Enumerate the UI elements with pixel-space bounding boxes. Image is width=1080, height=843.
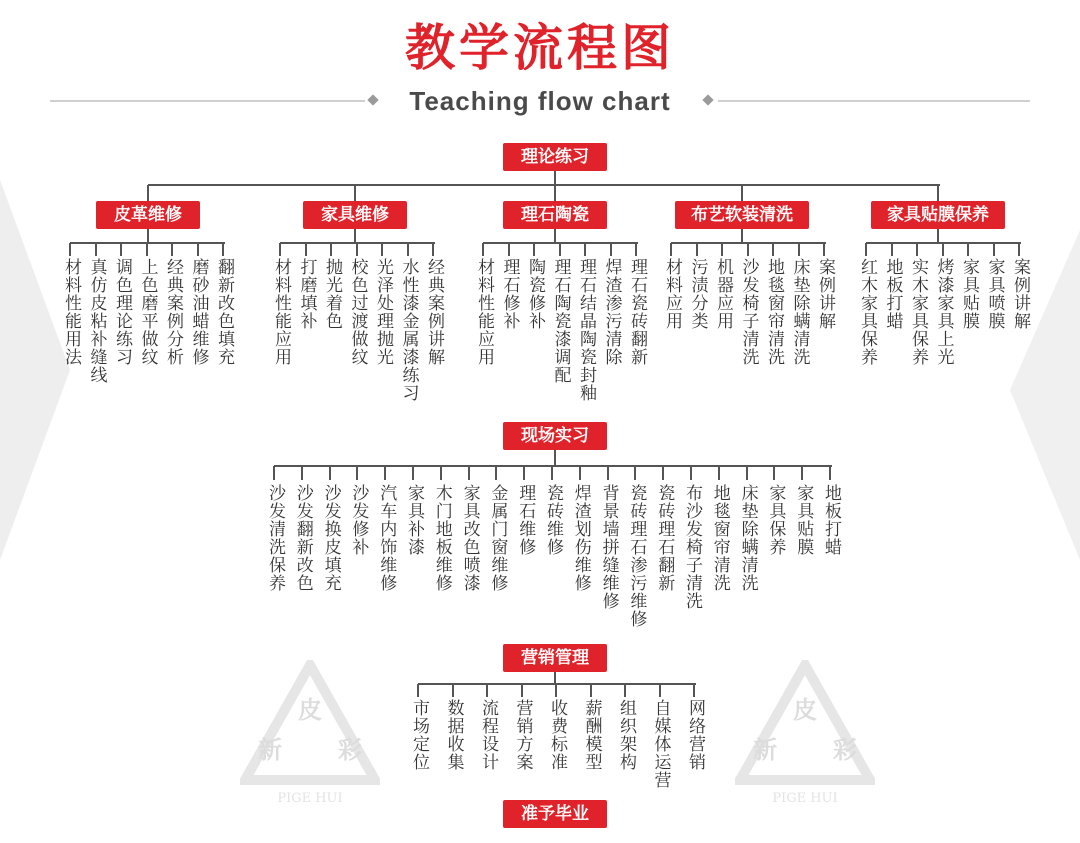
connector-line — [482, 243, 484, 256]
watermark-logo-left — [240, 660, 380, 806]
item-text: 光泽处理抛光 — [373, 258, 393, 366]
category-label: 家具维修 — [303, 201, 407, 229]
connector-line — [916, 243, 918, 256]
connector-line — [305, 243, 307, 256]
connector-line — [273, 466, 275, 480]
graduation-label: 准予毕业 — [503, 800, 607, 828]
connector-line — [147, 185, 149, 201]
practice-item-text: 瓷砖理石渗污维修 — [626, 484, 647, 628]
svg-text:皮: 皮 — [298, 696, 322, 724]
connector-line — [554, 229, 556, 243]
connector-line — [533, 243, 535, 256]
connector-line — [146, 243, 148, 256]
item-text: 案例讲解 — [815, 258, 835, 330]
connector-line — [384, 466, 386, 480]
item-bus-line — [671, 242, 826, 244]
connector-line — [521, 684, 523, 697]
connector-line — [610, 243, 612, 256]
item-text: 材料性能应用 — [271, 258, 291, 366]
connector-line — [635, 243, 637, 256]
connector-line — [579, 466, 581, 480]
item-text: 红木家具保养 — [857, 258, 877, 366]
item-bus-line — [483, 242, 638, 244]
item-text: 抛光着色 — [322, 258, 342, 330]
practice-item-text: 木门地板维修 — [431, 484, 452, 592]
practice-item-text: 沙发清洗保养 — [265, 484, 285, 592]
connector-line — [171, 243, 173, 256]
connector-line — [670, 243, 672, 256]
connector-line — [554, 185, 556, 201]
connector-line — [495, 466, 497, 480]
connector-line — [279, 243, 281, 256]
practice-item-text: 地毯窗帘清洗 — [709, 484, 730, 592]
connector-line — [356, 466, 358, 480]
marketing-item-text: 薪酬模型 — [581, 699, 602, 771]
subtitle-rule-right — [718, 100, 1030, 102]
connector-line — [798, 243, 800, 256]
connector-line — [95, 243, 97, 256]
page-subtitle: Teaching flow chart — [409, 86, 671, 116]
connector-line — [741, 185, 743, 201]
practice-item-text: 布沙发椅子清洗 — [682, 484, 702, 610]
svg-text:PIGE HUI: PIGE HUI — [772, 791, 838, 806]
item-text: 床垫除螨清洗 — [789, 258, 810, 366]
connector-line — [718, 466, 720, 480]
connector-line — [741, 229, 743, 243]
item-text: 真仿皮粘补缝线 — [86, 258, 107, 384]
connector-line — [555, 684, 557, 697]
item-text: 实木家具保养 — [908, 258, 928, 366]
connector-line — [696, 243, 698, 256]
marketing-label: 营销管理 — [503, 644, 607, 672]
practice-item-text: 沙发翻新改色 — [292, 484, 313, 592]
category-label: 理石陶瓷 — [503, 201, 607, 229]
connector-line — [634, 466, 636, 480]
marketing-item-text: 营销方案 — [512, 699, 533, 771]
connector-line — [69, 243, 71, 256]
connector-line — [772, 243, 774, 256]
connector-line — [301, 466, 303, 480]
svg-text:新: 新 — [258, 736, 282, 764]
item-text: 水性漆金属漆练习 — [398, 258, 419, 402]
connector-line — [508, 243, 510, 256]
item-text: 理石陶瓷漆调配 — [550, 258, 571, 384]
connector-line — [412, 466, 414, 480]
connector-line — [468, 466, 470, 480]
page-title: 教学流程图 — [405, 19, 675, 77]
item-text: 材料性能用法 — [61, 258, 81, 366]
connector-line — [417, 684, 419, 697]
connector-line — [551, 466, 553, 480]
connector-line — [746, 466, 748, 480]
item-text: 理石瓷砖翻新 — [627, 258, 647, 366]
item-text: 调色理论练习 — [112, 258, 132, 366]
connector-line — [693, 684, 695, 697]
connector-line — [120, 243, 122, 256]
practice-item-text: 瓷砖理石翻新 — [654, 484, 675, 592]
item-text: 理石修补 — [499, 258, 520, 330]
item-text: 焊渣渗污清除 — [601, 258, 622, 366]
item-text: 打磨填补 — [296, 258, 317, 330]
item-text: 理石结晶陶瓷封釉 — [576, 258, 596, 402]
practice-item-text: 沙发换皮填充 — [320, 484, 341, 592]
connector-line — [967, 243, 969, 256]
svg-text:皮: 皮 — [793, 696, 817, 724]
connector-line — [222, 243, 224, 256]
item-text: 翻新改色填充 — [214, 258, 234, 366]
item-text: 机器应用 — [713, 258, 733, 330]
practice-item-text: 家具补漆 — [404, 484, 424, 556]
item-text: 案例讲解 — [1010, 258, 1030, 330]
connector-line — [721, 243, 723, 256]
item-text: 材料应用 — [662, 258, 682, 330]
connector-line — [659, 684, 661, 697]
connector-line — [381, 243, 383, 256]
connector-line — [147, 229, 149, 243]
connector-line — [607, 466, 609, 480]
svg-text:新: 新 — [753, 736, 777, 764]
connector-line — [523, 466, 525, 480]
connector-line — [590, 684, 592, 697]
practice-label: 现场实习 — [503, 422, 607, 450]
connector-line — [584, 243, 586, 256]
item-text: 污渍分类 — [687, 258, 708, 330]
connector-line — [354, 229, 356, 243]
marketing-item-text: 网络营销 — [685, 699, 705, 771]
marketing-item-text: 流程设计 — [478, 699, 498, 771]
watermark-logo-right — [735, 660, 875, 806]
connector-line — [1018, 243, 1020, 256]
connector-line — [329, 466, 331, 480]
marketing-item-text: 自媒体运营 — [650, 699, 671, 789]
connector-line — [690, 466, 692, 480]
marketing-bus-line — [418, 683, 696, 685]
theory-label: 理论练习 — [503, 143, 607, 171]
connector-line — [823, 243, 825, 256]
connector-line — [662, 466, 664, 480]
practice-item-text: 家具改色喷漆 — [459, 484, 480, 592]
connector-line — [624, 684, 626, 697]
item-text: 陶瓷修补 — [525, 258, 545, 330]
svg-text:彩: 彩 — [833, 736, 857, 764]
connector-line — [432, 243, 434, 256]
marketing-item-text: 收费标准 — [547, 699, 567, 771]
item-text: 沙发椅子清洗 — [738, 258, 759, 366]
item-text: 地毯窗帘清洗 — [764, 258, 784, 366]
category-label: 家具贴膜保养 — [871, 201, 1005, 229]
practice-item-text: 汽车内饰维修 — [376, 484, 397, 592]
connector-line — [747, 243, 749, 256]
practice-item-text: 瓷砖维修 — [543, 484, 563, 556]
item-text: 磨砂油蜡维修 — [188, 258, 209, 366]
connector-line — [773, 466, 775, 480]
connector-line — [937, 185, 939, 201]
practice-item-text: 家具贴膜 — [793, 484, 814, 556]
connector-line — [356, 243, 358, 256]
connector-line — [942, 243, 944, 256]
connector-line — [197, 243, 199, 256]
connector-line — [559, 243, 561, 256]
connector-line — [829, 466, 831, 480]
practice-item-text: 床垫除螨清洗 — [737, 484, 758, 592]
item-text: 材料性能应用 — [474, 258, 494, 366]
item-text: 经典案例讲解 — [424, 258, 444, 366]
marketing-item-text: 组织架构 — [616, 699, 636, 771]
item-text: 烤漆家具上光 — [933, 258, 954, 366]
practice-item-text: 金属门窗维修 — [487, 484, 508, 592]
practice-item-text: 焊渣划伤维修 — [570, 484, 591, 592]
subtitle-row — [0, 86, 1080, 116]
practice-item-text: 理石维修 — [515, 484, 536, 556]
category-bus-line — [148, 184, 940, 186]
item-text: 校色过渡做纹 — [347, 258, 368, 366]
practice-item-text: 地板打蜡 — [821, 484, 841, 556]
item-bus-line — [70, 242, 225, 244]
connector-line — [354, 185, 356, 201]
item-text: 经典案例分析 — [163, 258, 183, 366]
connector-line — [801, 466, 803, 480]
connector-line — [407, 243, 409, 256]
connector-line — [554, 171, 556, 185]
item-text: 上色磨平做纹 — [137, 258, 158, 366]
category-label: 布艺软装清洗 — [675, 201, 809, 229]
category-label: 皮革维修 — [96, 201, 200, 229]
item-text: 家具贴膜 — [959, 258, 979, 330]
item-bus-line — [280, 242, 435, 244]
connector-line — [330, 243, 332, 256]
marketing-item-text: 市场定位 — [409, 699, 429, 771]
item-bus-line — [866, 242, 1021, 244]
connector-line — [440, 466, 442, 480]
item-text: 家具喷膜 — [984, 258, 1005, 330]
connector-line — [486, 684, 488, 697]
connector-line — [891, 243, 893, 256]
connector-line — [937, 229, 939, 243]
svg-text:PIGE HUI: PIGE HUI — [277, 791, 343, 806]
practice-item-text: 沙发修补 — [348, 484, 369, 556]
marketing-item-text: 数据收集 — [443, 699, 464, 771]
practice-item-text: 家具保养 — [765, 484, 786, 556]
item-text: 地板打蜡 — [882, 258, 903, 330]
connector-line — [865, 243, 867, 256]
connector-line — [452, 684, 454, 697]
svg-text:彩: 彩 — [338, 736, 362, 764]
practice-item-text: 背景墙拼缝维修 — [598, 484, 619, 610]
connector-line — [993, 243, 995, 256]
connector-line — [554, 450, 556, 466]
